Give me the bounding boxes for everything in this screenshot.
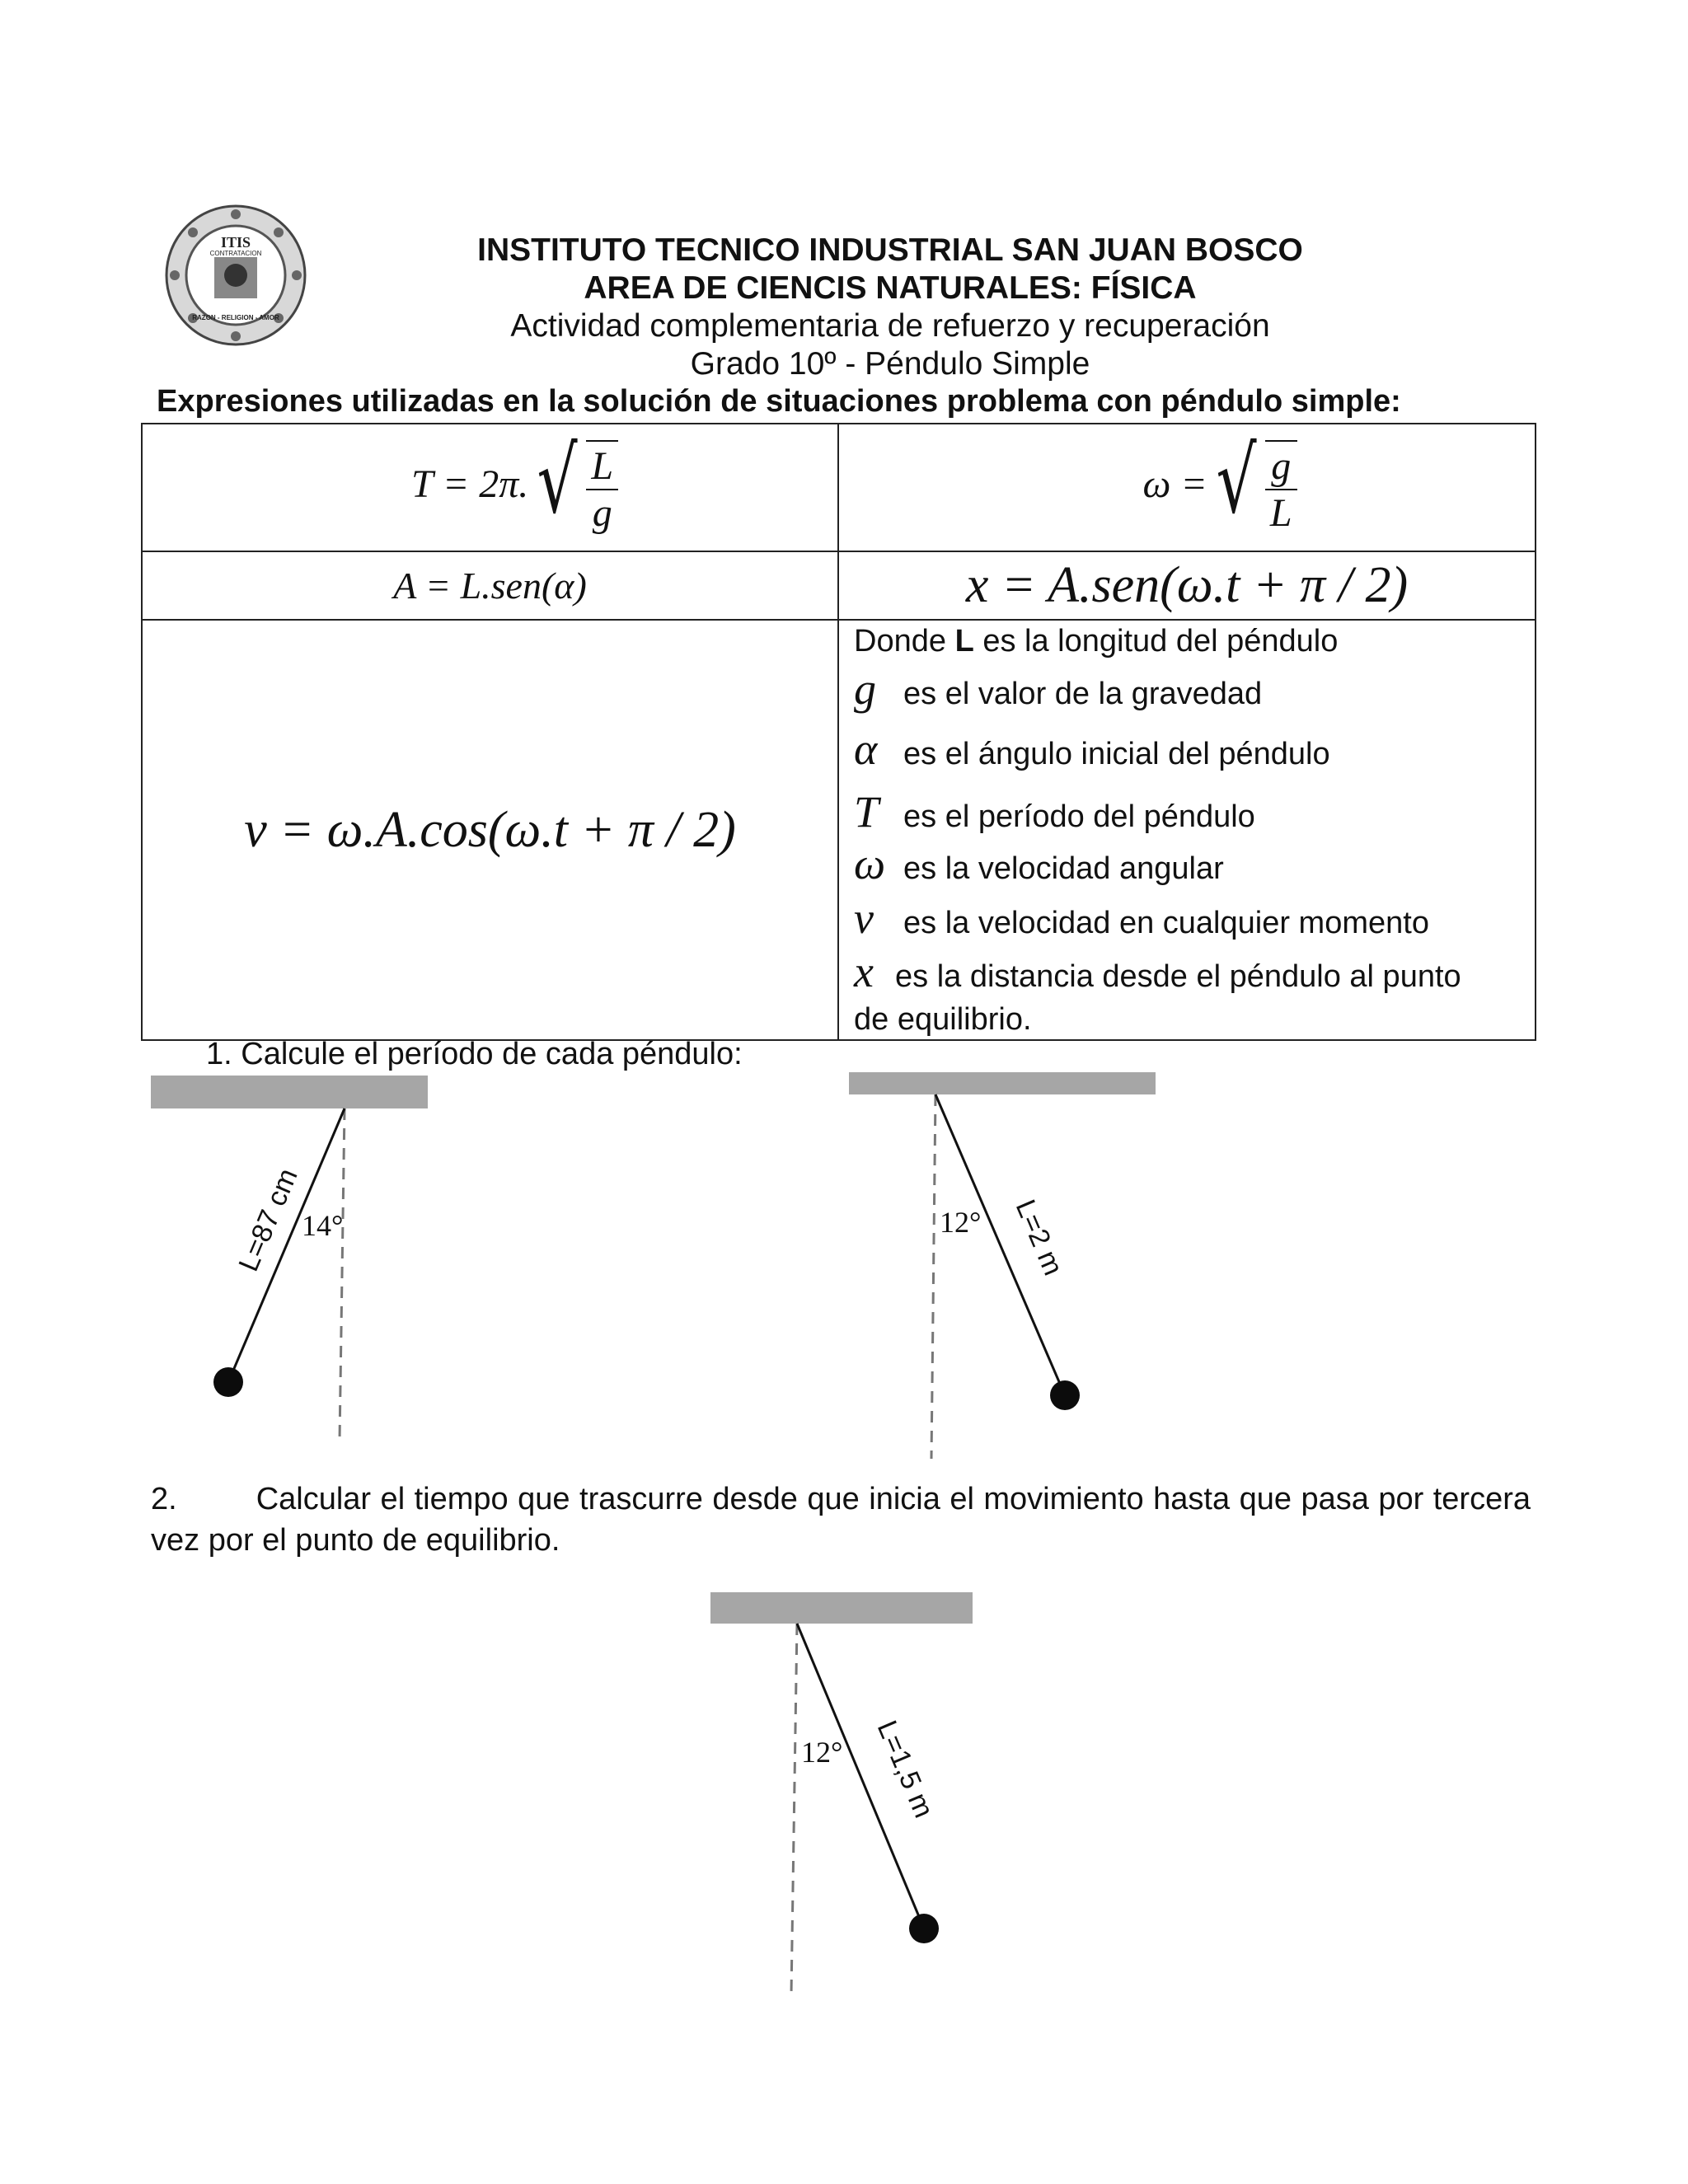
- velocity-formula: v = ω.A.cos(ω.t + π / 2): [244, 801, 736, 858]
- omega-formula-lhs: ω =: [1142, 462, 1207, 506]
- pendulum-1: [151, 1076, 428, 1441]
- intro-text: Expresiones utilizadas en la solución de situaciones problema con péndulo simple:: [157, 384, 1401, 419]
- definition-item: g es el valor de la gravedad: [854, 662, 1520, 718]
- definition-item: x es la distancia desde el péndulo al punto: [854, 944, 1520, 1001]
- logo-subtitle: CONTRATACION: [209, 250, 262, 257]
- institution-name: INSTITUTO TECNICO INDUSTRIAL SAN JUAN BOSCO: [477, 232, 1303, 268]
- period-denominator: g: [592, 490, 612, 535]
- logo-motto: RAZON - RELIGION - AMOR: [192, 314, 279, 321]
- pendulum-2-length-label: L=2 m: [1009, 1195, 1069, 1280]
- definition-item: T es el período del péndulo: [854, 785, 1520, 841]
- omega-denominator: L: [1269, 490, 1292, 535]
- area-name: AREA DE CIENCIS NATURALES: FÍSICA: [584, 270, 1197, 306]
- amplitude-formula: A = L.sen(α): [393, 565, 587, 607]
- activity-title: Actividad complementaria de refuerzo y recuperación: [510, 308, 1270, 344]
- pendulum-2-angle-label: 12°: [940, 1206, 982, 1239]
- symbol-v: v: [854, 893, 874, 943]
- definition-item: ω es la velocidad angular: [854, 837, 1520, 893]
- omega-sqrt: √ $\frac{g}{L}$: [1207, 440, 1297, 536]
- pendulum-3-equilibrium-line: [791, 1624, 797, 1994]
- definition-item: v es la velocidad en cualquier momento: [854, 891, 1520, 947]
- omega-numerator: g: [1265, 443, 1297, 490]
- position-formula: x = A.sen(ω.t + π / 2): [965, 557, 1409, 613]
- question-2-text: Calcular el tiempo que trascurre desde que inicia el movimiento hasta que pasa por tercera vez por el punto de equilibrio.: [151, 1482, 1531, 1558]
- definition-continuation: de equilibrio.: [854, 1001, 1032, 1037]
- pendulum-3-support: [710, 1592, 973, 1624]
- pendulum-1-support: [151, 1076, 428, 1108]
- pendulum-2-support: [849, 1072, 1156, 1094]
- grade-title: Grado 10º - Péndulo Simple: [690, 346, 1090, 382]
- definition-item: α es el ángulo inicial del péndulo: [854, 722, 1520, 778]
- pendulum-1-length-label: L=87 cm: [232, 1164, 304, 1277]
- period-sqrt: √ $\frac{L}{g}$: [528, 440, 618, 536]
- pendulum-2-bob: [1050, 1380, 1080, 1410]
- period-numerator: L: [586, 443, 618, 490]
- pendulum-2-equilibrium-line: [931, 1094, 935, 1459]
- symbol-omega: ω: [854, 839, 886, 888]
- period-formula-lhs: T = 2π.: [410, 462, 529, 506]
- pendulum-3-bob: [909, 1914, 939, 1943]
- pendulum-3: [710, 1592, 973, 1994]
- pendulum-3-length-label: L=1,5 m: [870, 1716, 940, 1823]
- question-1: 1. Calcule el período de cada péndulo:: [206, 1037, 743, 1071]
- pendulum-1-angle-label: 14°: [302, 1209, 344, 1242]
- pendulum-3-angle-label: 12°: [801, 1736, 843, 1769]
- logo-title: ITIS: [220, 234, 251, 251]
- symbol-alpha: α: [854, 724, 878, 774]
- symbol-x: x: [854, 947, 874, 996]
- pendulum-1-equilibrium-line: [340, 1108, 345, 1441]
- pendulum-2: [849, 1072, 1156, 1459]
- symbol-g: g: [854, 663, 877, 714]
- length-symbol: L: [954, 624, 974, 658]
- question-2-number: 2.: [151, 1482, 177, 1516]
- symbol-t: T: [854, 786, 879, 837]
- pendulum-1-bob: [213, 1367, 243, 1397]
- definition-intro: Donde L es la longitud del péndulo: [854, 624, 1339, 658]
